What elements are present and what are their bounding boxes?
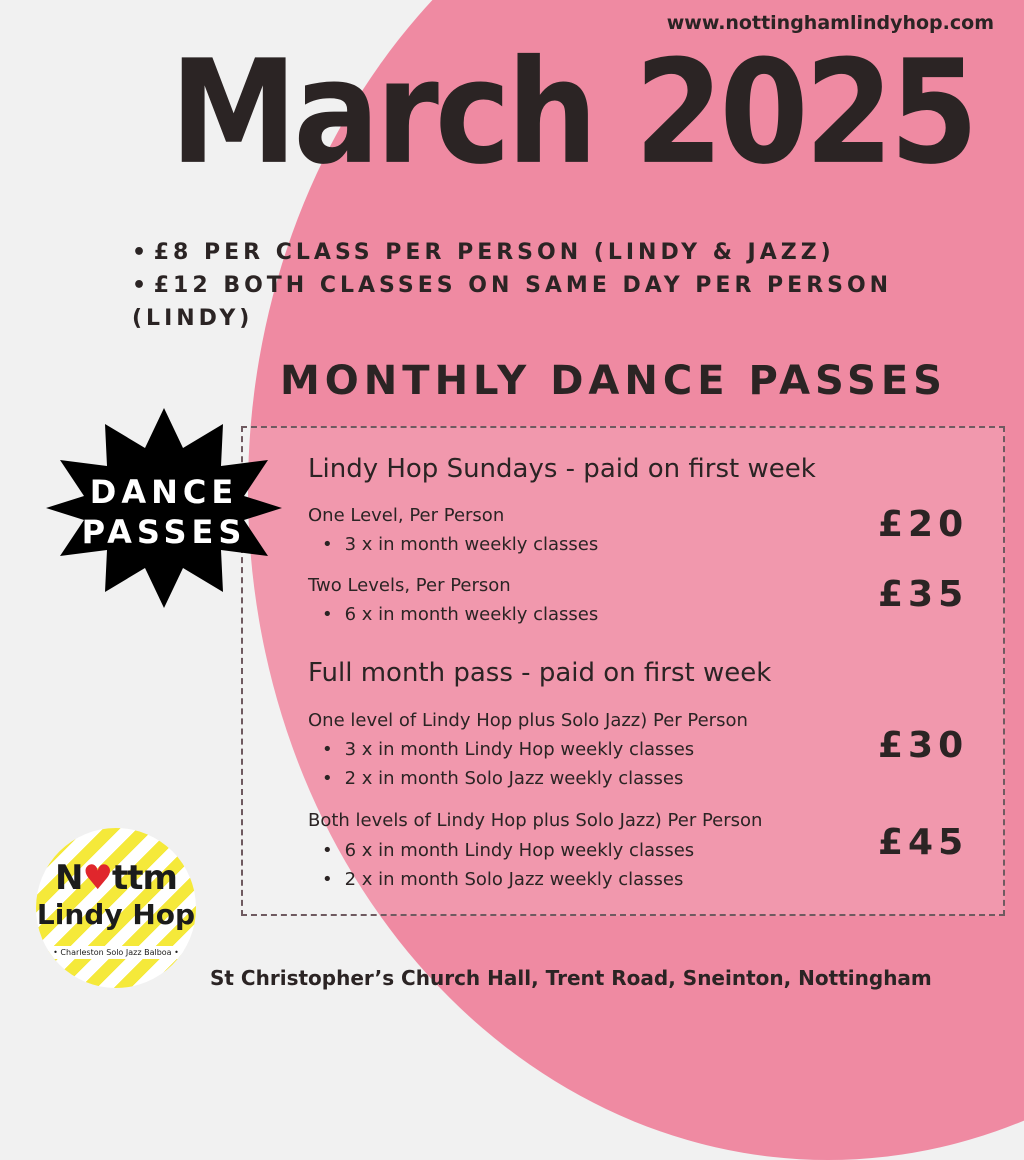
price-line-both: • £12 BOTH CLASSES ON SAME DAY PER PERSON (LINDY)	[132, 269, 1024, 335]
price-one-level-jazz: £30	[878, 725, 969, 766]
item-head-both-levels-jazz: Both levels of Lindy Hop plus Solo Jazz) Per Person	[308, 810, 763, 831]
monthly-passes-heading: MONTHLY DANCE PASSES	[280, 358, 947, 404]
bullet-item: • 3 x in month weekly classes	[322, 534, 598, 555]
price-both-levels-jazz: £45	[878, 822, 969, 863]
logo-nottm: N♥ttm	[55, 858, 177, 898]
dance-passes-badge	[46, 472, 282, 552]
nottm-lindy-hop-logo	[36, 828, 196, 988]
bullet-item: • 2 x in month Solo Jazz weekly classes	[322, 768, 683, 789]
price-two-levels: £35	[878, 574, 969, 615]
page-title: March 2025	[170, 29, 975, 197]
item-head-two-levels: Two Levels, Per Person	[308, 575, 511, 596]
badge-line2: PASSES	[81, 513, 247, 551]
section-title-lindy-sundays: Lindy Hop Sundays - paid on first week	[308, 454, 816, 484]
website-url[interactable]: www.nottinghamlindyhop.com	[666, 12, 994, 34]
bullet-item: • 6 x in month Lindy Hop weekly classes	[322, 840, 694, 861]
section-title-full-month: Full month pass - paid on first week	[308, 658, 772, 688]
class-prices-list	[132, 236, 1024, 335]
price-one-level: £20	[878, 504, 969, 545]
venue-address: St Christopher’s Church Hall, Trent Road, Sneinton, Nottingham	[210, 966, 932, 990]
logo-tagline: • Charleston Solo Jazz Balboa •	[48, 946, 184, 959]
logo-lindy-hop: Lindy Hop	[36, 898, 196, 931]
item-head-one-level: One Level, Per Person	[308, 505, 505, 526]
price-line-single: • £8 PER CLASS PER PERSON (LINDY & JAZZ)	[132, 236, 1024, 269]
heart-icon: ♥	[82, 858, 112, 898]
badge-line1: DANCE	[89, 473, 239, 511]
item-head-one-level-jazz: One level of Lindy Hop plus Solo Jazz) Per Person	[308, 710, 748, 731]
bullet-item: • 2 x in month Solo Jazz weekly classes	[322, 869, 683, 890]
bullet-item: • 6 x in month weekly classes	[322, 604, 598, 625]
bullet-item: • 3 x in month Lindy Hop weekly classes	[322, 739, 694, 760]
